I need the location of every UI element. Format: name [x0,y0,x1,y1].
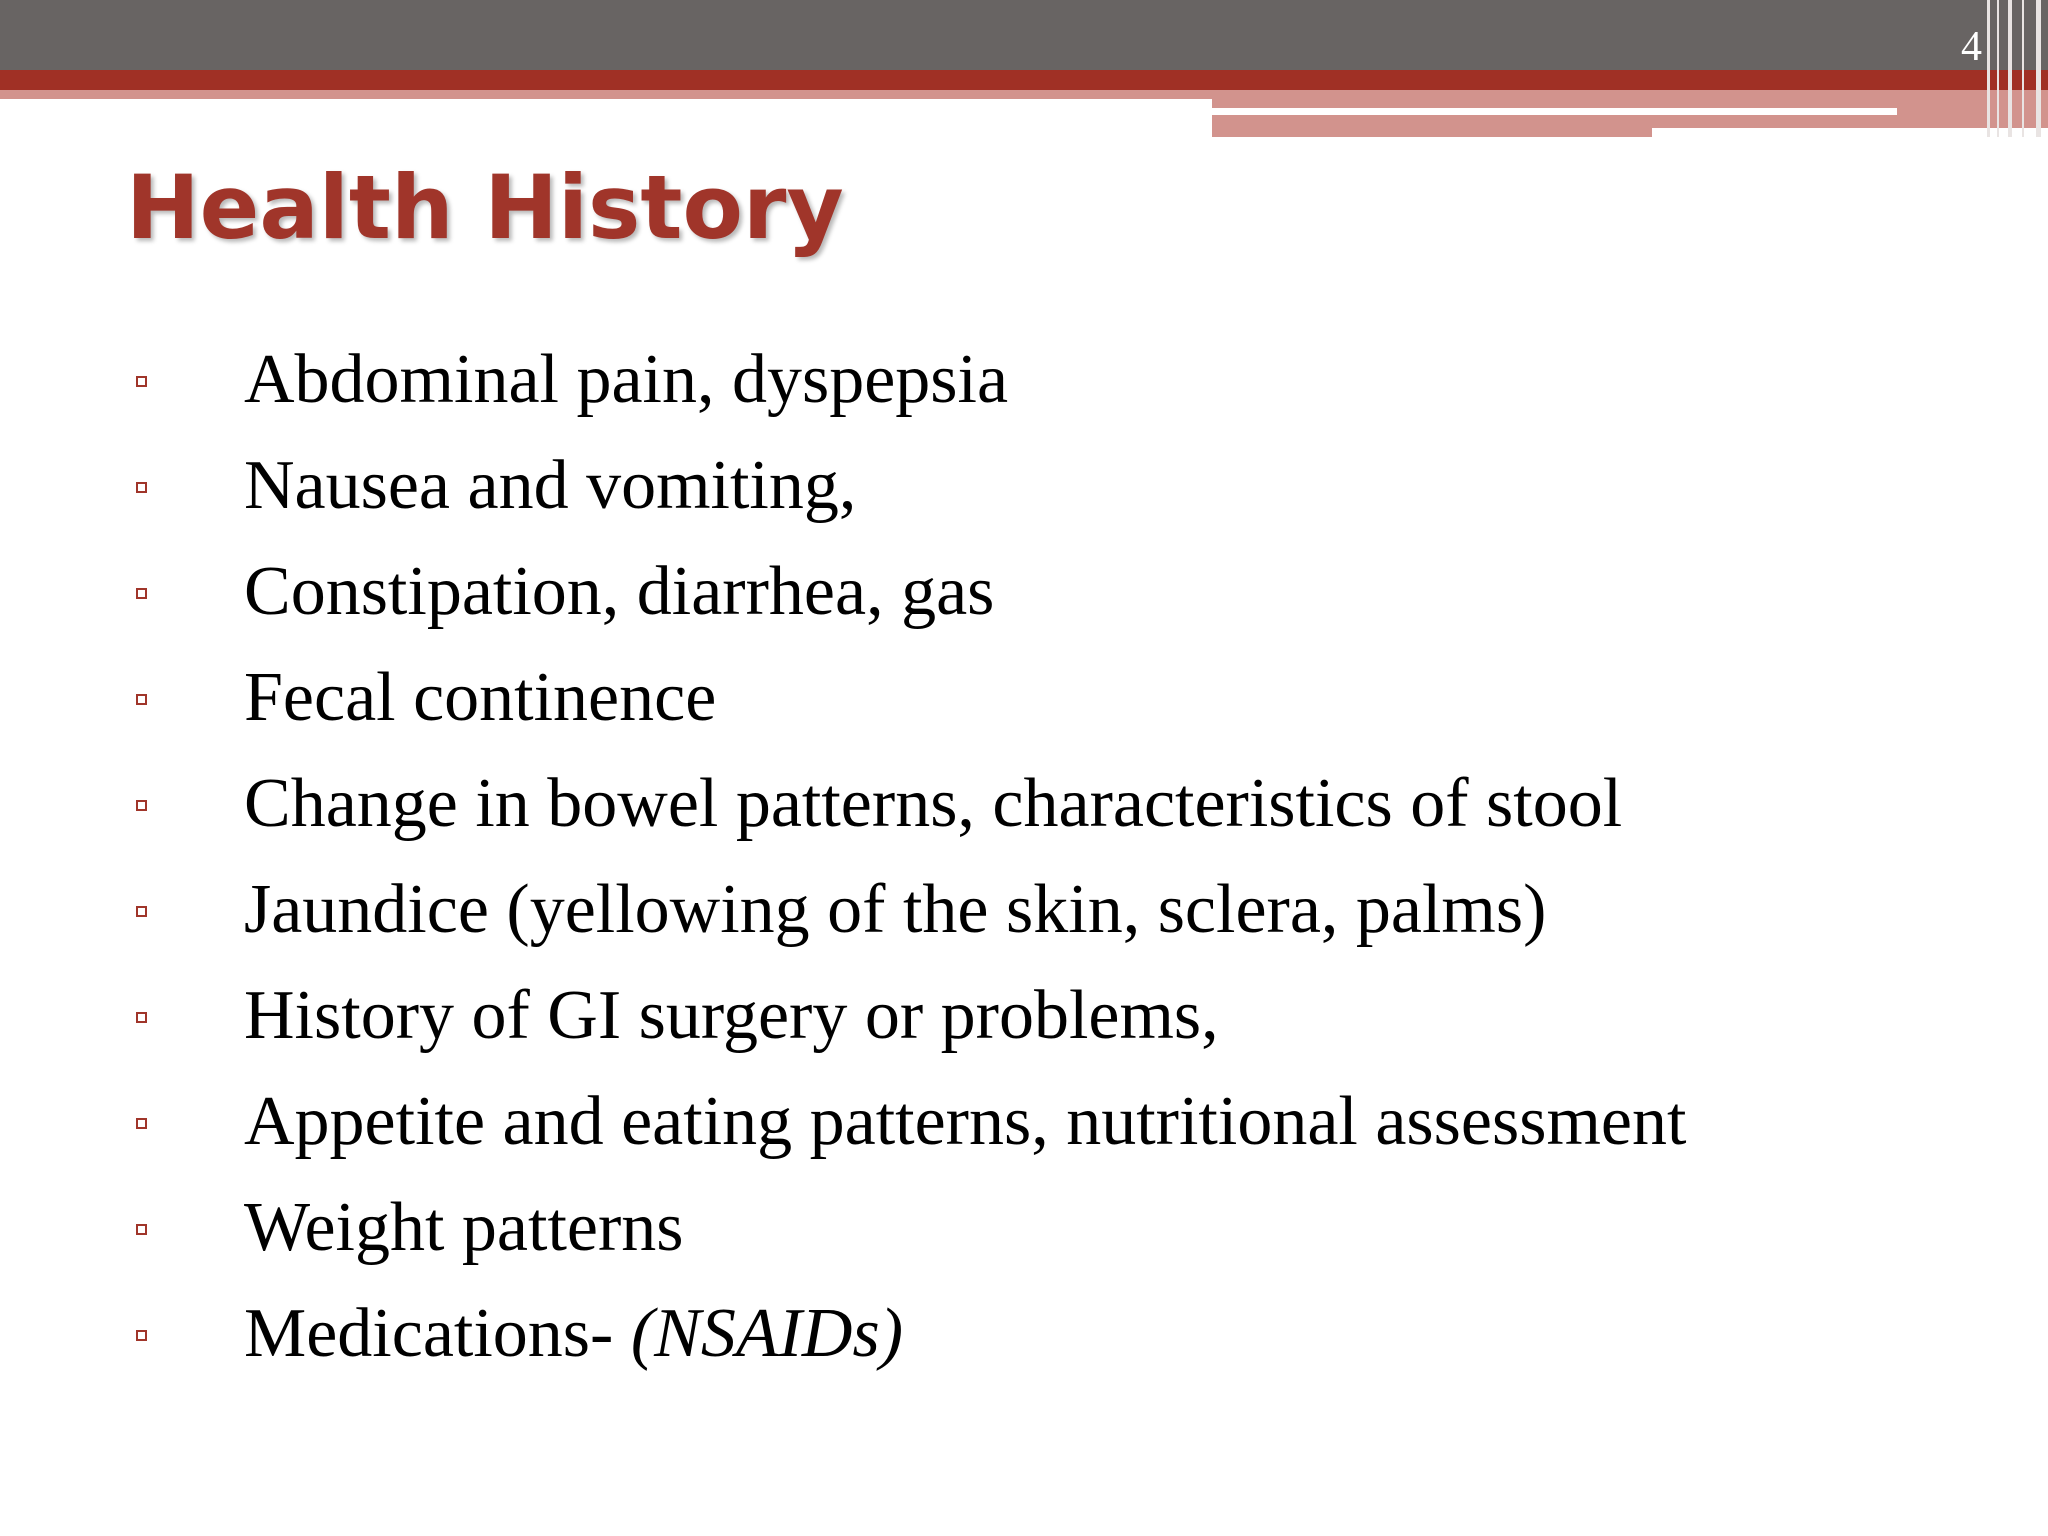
slide-number: 4 [1961,24,1982,70]
bullet-item [0,446,2048,552]
bullet-main-text: Constipation, diarrhea, gas [244,553,995,630]
header-pink-stripe [0,90,1212,99]
bullet-text [244,764,1622,844]
bullet-main-text: History of GI surgery or problems, [244,977,1219,1054]
bullet-main-text: Nausea and vomiting, [244,447,857,524]
bullet-item [0,1188,2048,1294]
bullet-text [244,340,1008,420]
bullet-item [0,340,2048,446]
bullet-main-text: Weight patterns [244,1189,684,1266]
header-vertical-line [2008,0,2012,137]
header-red-bar [0,70,2048,90]
bullet-item [0,552,2048,658]
hollow-square-bullet-icon [136,1012,147,1023]
hollow-square-bullet-icon [136,906,147,917]
bullet-text [244,658,716,738]
hollow-square-bullet-icon [136,1118,147,1129]
hollow-square-bullet-icon [136,482,147,493]
bullet-main-text: Appetite and eating patterns, nutritional assessment [244,1083,1687,1160]
header-gray-bar [0,0,2048,70]
bullet-item [0,976,2048,1082]
hollow-square-bullet-icon [136,800,147,811]
bullet-item [0,764,2048,870]
header-vertical-line [1987,0,1990,137]
hollow-square-bullet-icon [136,694,147,705]
header-vertical-line [2036,0,2041,137]
header-white-stripe [1212,108,1897,115]
slide-title: Health History [126,156,844,259]
bullet-text [244,446,856,526]
bullet-text [244,1188,684,1268]
hollow-square-bullet-icon [136,1330,147,1341]
bullet-main-text: Change in bowel patterns, characteristics of stool [244,765,1623,842]
bullet-main-text: Jaundice (yellowing of the skin, sclera, palms) [244,871,1547,948]
bullet-text [244,870,1546,950]
header-vertical-line [2022,0,2024,137]
bullet-item [0,1082,2048,1188]
bullet-main-text: Abdominal pain, dyspepsia [244,341,1009,418]
bullet-item [0,658,2048,764]
bullet-text [244,552,994,632]
bullet-main-text: Fecal continence [244,659,717,736]
bullet-item [0,870,2048,976]
bullet-list [0,340,2048,1400]
bullet-text [244,1294,903,1374]
hollow-square-bullet-icon [136,1224,147,1235]
bullet-text [244,1082,1686,1162]
bullet-item [0,1294,2048,1400]
bullet-text [244,976,1219,1056]
bullet-emphasis-text: (NSAIDs) [630,1295,904,1372]
hollow-square-bullet-icon [136,376,147,387]
bullet-main-text: Medications- [244,1295,631,1372]
header-vertical-line [1997,0,1999,137]
hollow-square-bullet-icon [136,588,147,599]
